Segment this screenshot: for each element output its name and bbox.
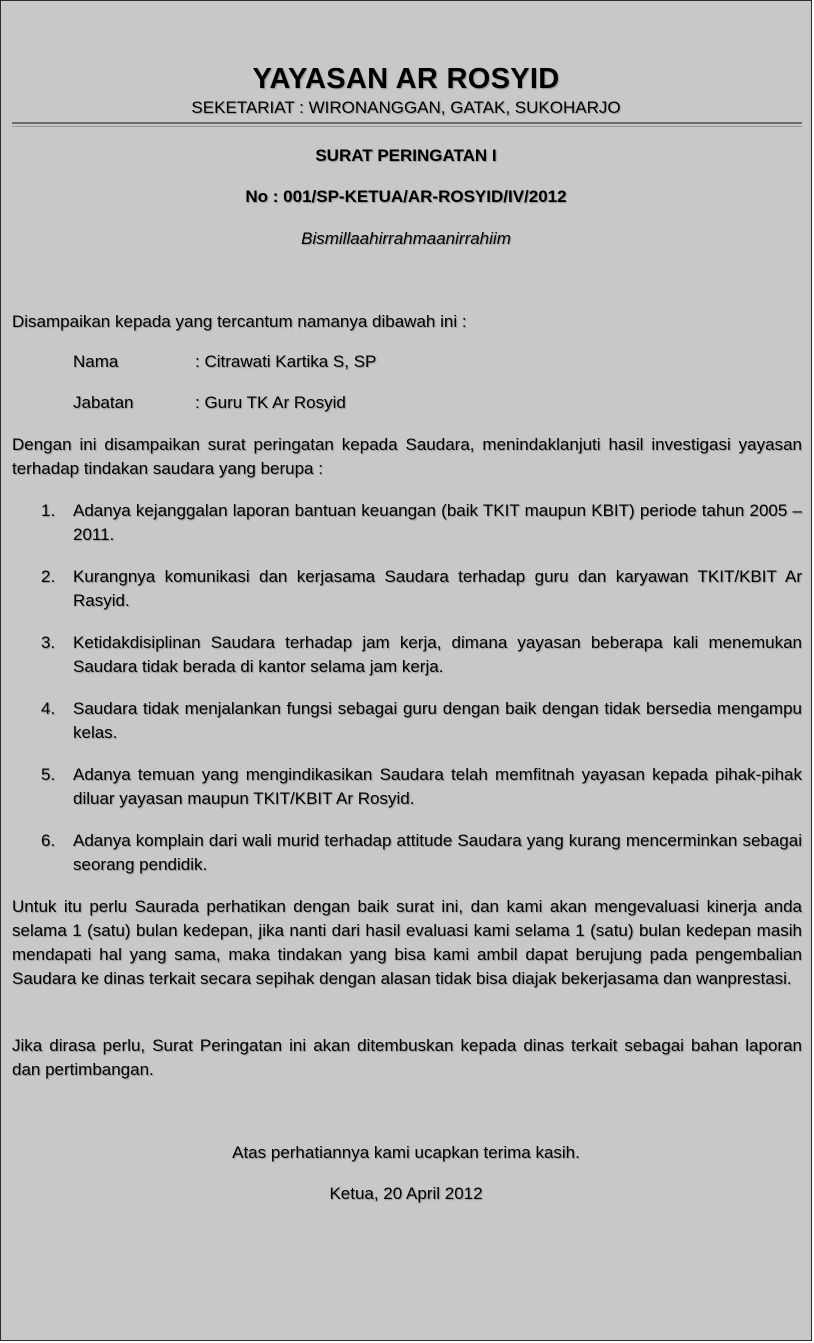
list-number: 4. — [41, 699, 56, 718]
opening-basmalah: Bismillaahirrahmaanirrahiim — [301, 229, 511, 248]
list-number: 1. — [41, 501, 56, 520]
list-text: Adanya komplain dari wali murid terhadap attitude Saudara yang kurang mencerminkan sebagai seorang pendidik. — [73, 831, 802, 874]
intro-text: Disampaikan kepada yang tercantum namanya dibawah ini : — [12, 312, 467, 331]
list-text: Adanya temuan yang mengindikasikan Saudara telah memfitnah yayasan kepada pihak-pihak diluar yayasan maupun TKIT/KBIT Ar Rosyid. — [73, 765, 802, 808]
signature-place-date: Ketua, 20 April 2012 — [329, 1184, 483, 1203]
organization-name: YAYASAN AR ROSYID — [252, 63, 560, 95]
organization-address: SEKETARIAT : WIRONANGGAN, GATAK, SUKOHARJO — [191, 98, 621, 117]
list-text: Saudara tidak menjalankan fungsi sebagai guru dengan baik dengan tidak bersedia mengampu kelas. — [73, 699, 802, 742]
field-label: Nama — [73, 352, 119, 371]
list-number: 2. — [41, 567, 56, 586]
letter-number: No : 001/SP-KETUA/AR-ROSYID/IV/2012 — [245, 187, 567, 206]
header-divider — [12, 122, 802, 124]
list-number: 3. — [41, 633, 56, 652]
field-label: Jabatan — [73, 393, 134, 412]
field-value: : Citrawati Kartika S, SP — [195, 352, 377, 371]
list-text: Kurangnya komunikasi dan kerjasama Saudara terhadap guru dan karyawan TKIT/KBIT Ar Rasyid. — [73, 567, 802, 610]
list-text: Adanya kejanggalan laporan bantuan keuangan (baik TKIT maupun KBIT) periode tahun 2005 – 2011. — [73, 501, 802, 544]
statement-paragraph: Dengan ini disampaikan surat peringatan kepada Saudara, menindaklanjuti hasil investigasi yayasan terhadap tindakan saudara yang berupa : — [12, 435, 802, 478]
closing-remark: Atas perhatiannya kami ucapkan terima kasih. — [232, 1143, 580, 1162]
forwarding-paragraph: Jika dirasa perlu, Surat Peringatan ini akan ditembuskan kepada dinas terkait sebagai bahan laporan dan pertimbangan. — [12, 1036, 802, 1079]
list-number: 6. — [41, 831, 56, 850]
list-text: Ketidakdisiplinan Saudara terhadap jam kerja, dimana yayasan beberapa kali menemukan Saudara tidak berada di kantor selama jam kerja. — [73, 633, 802, 676]
letter-title: SURAT PERINGATAN I — [315, 146, 497, 165]
header-divider-thin — [12, 126, 802, 127]
evaluation-paragraph: Untuk itu perlu Saurada perhatikan dengan baik surat ini, dan kami akan mengevaluasi kinerja anda selama 1 (satu) bulan kedepan, jika nanti dari hasil evaluasi kami selama 1 (satu) bulan kedepan masih mendapati hal yang sama, maka tindakan yang bisa kami ambil dapat berujung pada pengembalian Saudara ke dinas terkait secara sepihak dengan alasan tidak bisa diajak bekerjasama dan wanprestasi. — [12, 897, 802, 988]
field-value: : Guru TK Ar Rosyid — [195, 393, 346, 412]
list-number: 5. — [41, 765, 56, 784]
